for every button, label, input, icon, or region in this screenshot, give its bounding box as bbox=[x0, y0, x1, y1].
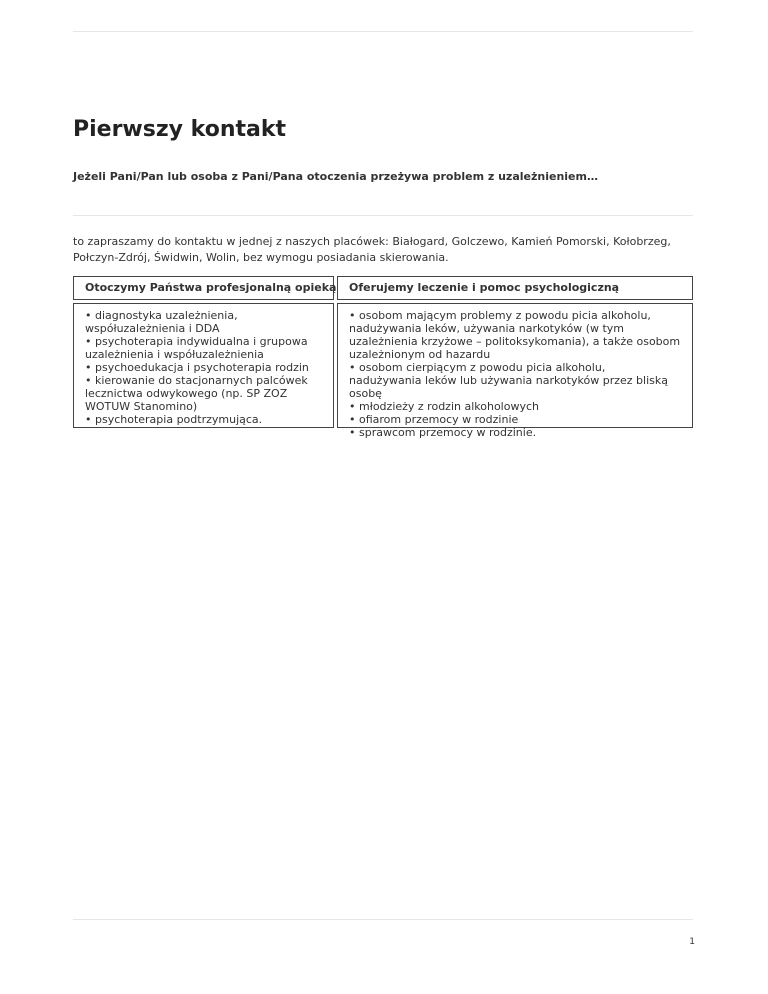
list-item: • sprawcom przemocy w rodzinie. bbox=[349, 426, 537, 439]
page-title: Pierwszy kontakt bbox=[73, 117, 286, 142]
footer-divider bbox=[73, 919, 693, 920]
list-item: • młodzieży z rodzin alkoholowych bbox=[349, 400, 539, 413]
list-item: • diagnostyka uzależnienia, współuzależnienia i DDA bbox=[85, 309, 238, 335]
list-item: • kierowanie do stacjonarnych palcówek lecznictwa odwykowego (np. SP ZOZ WOTUW Stanomino) bbox=[85, 374, 308, 413]
list-item: • psychoterapia indywidualna i grupowa uzależnienia i współuzależnienia bbox=[85, 335, 308, 361]
table-header-treatment: Oferujemy leczenie i pomoc psychologiczną bbox=[337, 276, 693, 300]
services-table bbox=[73, 276, 693, 439]
care-list bbox=[85, 309, 322, 426]
list-item: • osobom mającym problemy z powodu picia alkoholu, nadużywania leków, używania narkotyków (w tym uzależnienia krzyżowe – politoksykomania), a także osobom uzależnionym od hazardu bbox=[349, 309, 681, 361]
list-item: • psychoedukacja i psychoterapia rodzin bbox=[85, 361, 309, 374]
page-number: 1 bbox=[689, 937, 695, 947]
page-subtitle: Jeżeli Pani/Pan lub osoba z Pani/Pana otoczenia przeżywa problem z uzależnieniem… bbox=[73, 170, 598, 183]
list-item: • psychoterapia podtrzymująca. bbox=[85, 413, 263, 426]
section-divider bbox=[73, 215, 693, 216]
table-header-care: Otoczymy Państwa profesjonalną opieką bbox=[73, 276, 334, 300]
intro-paragraph: to zapraszamy do kontaktu w jednej z naszych placówek: Białogard, Golczewo, Kamień Pomorski, Kołobrzeg, Połczyn-Zdrój, Świdwin, Wolin, bez wymogu posiadania skierowania. bbox=[73, 235, 671, 264]
top-divider bbox=[73, 31, 693, 32]
table-cell-treatment-list bbox=[337, 303, 693, 439]
list-item: • osobom cierpiącym z powodu picia alkoholu, nadużywania leków lub używania narkotyków przez bliską osobę bbox=[349, 361, 668, 400]
table-cell-care-list bbox=[73, 303, 334, 428]
treatment-list bbox=[349, 309, 681, 439]
list-item: • ofiarom przemocy w rodzinie bbox=[349, 413, 519, 426]
